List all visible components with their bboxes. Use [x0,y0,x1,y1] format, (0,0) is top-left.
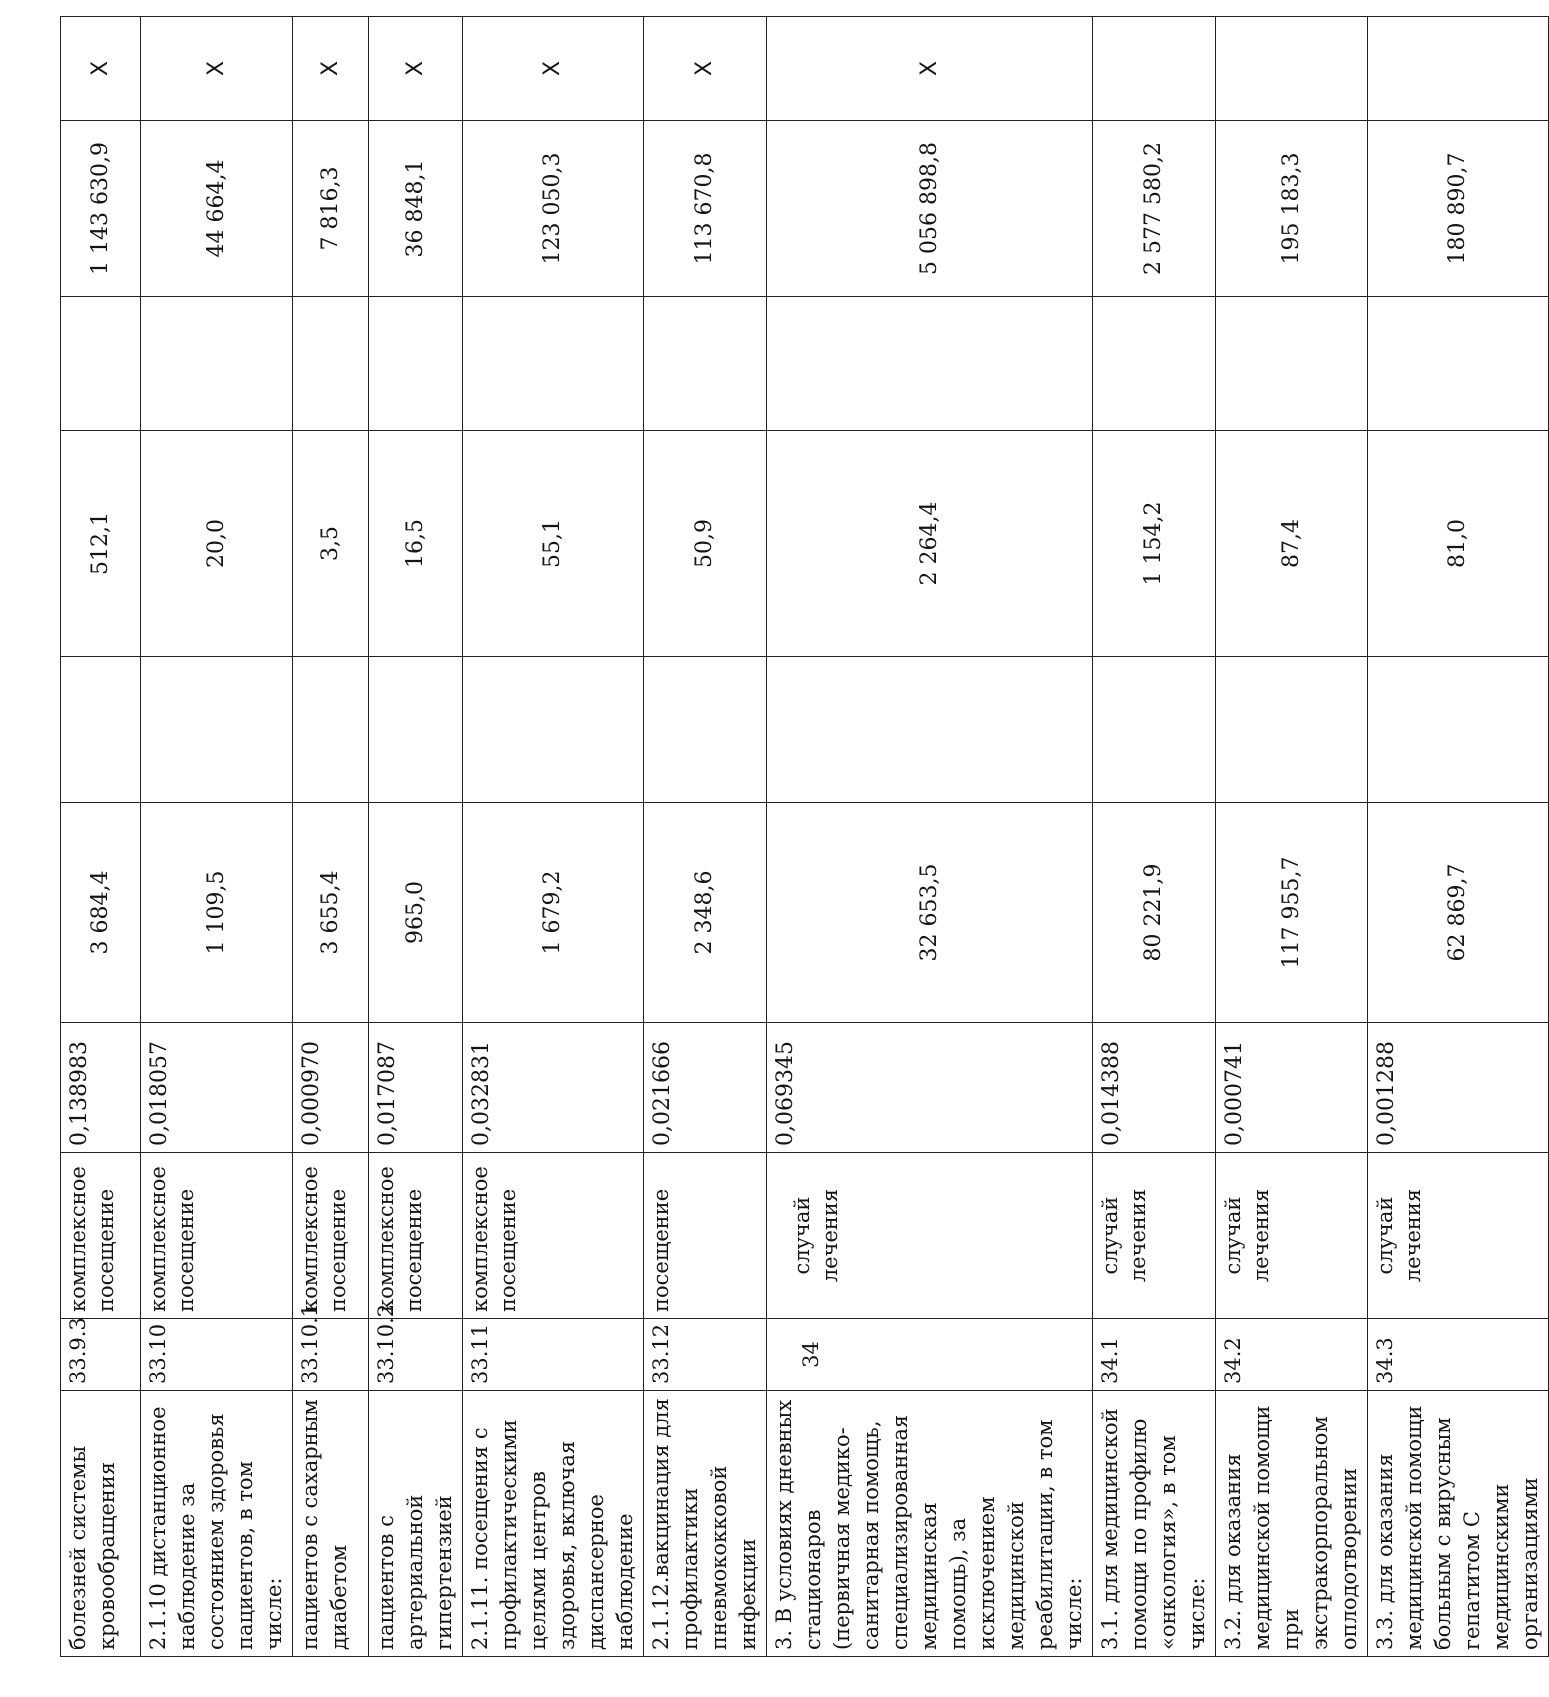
row-norm: 0,001288 [1368,1023,1549,1153]
row-name: 2.1.10 дистанционное наблюдение за состоянием здоровья пациентов, в том числе: [141,1391,293,1657]
row-cost: 1 109,5 [141,803,293,1023]
row-empty-2 [369,297,463,431]
row-sum: 180 890,7 [1368,121,1549,297]
unit-text: случай лечения [1221,1188,1273,1283]
row-per-capita: 55,1 [463,431,644,657]
row-empty-2 [141,297,293,431]
row-unit [293,1153,369,1319]
row-empty-1 [1216,657,1368,803]
table-row [644,17,767,1657]
row-norm: 0,138983 [61,1023,141,1153]
row-empty-2 [293,297,369,431]
row-code: 33.10.1 [293,1319,369,1391]
row-unit [369,1153,463,1319]
row-empty-1 [1093,657,1216,803]
row-x-mark: X [141,17,293,121]
unit-text: комплексное посещение [468,1166,520,1312]
row-x-mark: X [767,17,1093,121]
row-name: 2.1.12.вакцинация для профилактики пневмококковой инфекции [644,1391,767,1657]
financing-table [60,16,1549,1657]
row-x-mark [1368,17,1549,121]
row-sum: 195 183,3 [1216,121,1368,297]
table-row [767,17,1093,1657]
row-cost: 62 869,7 [1368,803,1549,1023]
row-per-capita: 1 154,2 [1093,431,1216,657]
row-unit [767,1153,1093,1319]
row-x-mark [1093,17,1216,121]
row-code: 33.10 [141,1319,293,1391]
row-unit [1368,1153,1549,1319]
row-sum: 2 577 580,2 [1093,121,1216,297]
row-norm: 0,032831 [463,1023,644,1153]
unit-text: комплексное посещение [146,1166,198,1312]
row-x-mark: X [644,17,767,121]
row-cost: 117 955,7 [1216,803,1368,1023]
row-norm: 0,000970 [293,1023,369,1153]
table-row [61,17,141,1657]
row-unit [1093,1153,1216,1319]
row-per-capita: 81,0 [1368,431,1549,657]
row-unit [1216,1153,1368,1319]
row-sum: 113 670,8 [644,121,767,297]
row-empty-1 [141,657,293,803]
row-per-capita: 512,1 [61,431,141,657]
row-name: 3.2. для оказания медицинской помощи при экстракорпоральном оплодотворении [1216,1391,1368,1657]
row-code: 33.9.3 [61,1319,141,1391]
row-empty-2 [1093,297,1216,431]
table-row [1368,17,1549,1657]
row-code: 34.1 [1093,1319,1216,1391]
row-code: 33.11 [463,1319,644,1391]
row-x-mark: X [463,17,644,121]
row-empty-2 [463,297,644,431]
row-name: пациентов с артериальной гипертензией [369,1391,463,1657]
row-code: 33.10.2 [369,1319,463,1391]
row-empty-2 [644,297,767,431]
row-unit [463,1153,644,1319]
row-empty-2 [767,297,1093,431]
unit-text: случай лечения [790,1188,842,1283]
unit-text: случай лечения [1098,1188,1150,1283]
row-name: 3.3. для оказания медицинской помощи больным с вирусным гепатитом С медицинскими организациями [1368,1391,1549,1657]
row-code: 33.12 [644,1319,767,1391]
row-x-mark: X [61,17,141,121]
row-cost: 3 655,4 [293,803,369,1023]
row-empty-1 [369,657,463,803]
unit-text: посещение [649,1188,673,1312]
table-row [293,17,369,1657]
row-empty-1 [463,657,644,803]
row-code: 34 [767,1319,1093,1391]
row-x-mark: X [369,17,463,121]
row-name: 2.1.11. посещения с профилактическими целями центров здоровья, включая диспансерное наблюдение [463,1391,644,1657]
row-cost: 32 653,5 [767,803,1093,1023]
table-row [463,17,644,1657]
row-norm: 0,069345 [767,1023,1093,1153]
row-sum: 36 848,1 [369,121,463,297]
row-empty-1 [61,657,141,803]
row-empty-2 [1368,297,1549,431]
row-norm: 0,017087 [369,1023,463,1153]
row-cost: 3 684,4 [61,803,141,1023]
table-row [369,17,463,1657]
row-x-mark: X [293,17,369,121]
row-cost: 1 679,2 [463,803,644,1023]
row-per-capita: 50,9 [644,431,767,657]
row-per-capita: 2 264,4 [767,431,1093,657]
unit-text: случай лечения [1373,1188,1425,1283]
row-empty-1 [1368,657,1549,803]
row-empty-1 [293,657,369,803]
row-sum: 5 056 898,8 [767,121,1093,297]
row-sum: 1 143 630,9 [61,121,141,297]
table-row [141,17,293,1657]
row-empty-1 [644,657,767,803]
row-norm: 0,018057 [141,1023,293,1153]
unit-text: комплексное посещение [66,1166,118,1312]
row-unit [141,1153,293,1319]
row-empty-2 [61,297,141,431]
row-name: пациентов с сахарным диабетом [293,1391,369,1657]
row-code: 34.3 [1368,1319,1549,1391]
row-per-capita: 16,5 [369,431,463,657]
row-cost: 80 221,9 [1093,803,1216,1023]
row-x-mark [1216,17,1368,121]
row-name: 3. В условиях дневных стационаров (первичная медико-санитарная помощь, специализированная медицинская помощь), за исключением медицинской реабилитации, в том числе: [767,1391,1093,1657]
row-name: 3.1. для медицинской помощи по профилю «онкология», в том числе: [1093,1391,1216,1657]
row-empty-1 [767,657,1093,803]
row-unit [61,1153,141,1319]
row-norm: 0,014388 [1093,1023,1216,1153]
unit-text: комплексное посещение [374,1166,426,1312]
row-cost: 2 348,6 [644,803,767,1023]
row-per-capita: 20,0 [141,431,293,657]
row-norm: 0,021666 [644,1023,767,1153]
row-unit [644,1153,767,1319]
row-empty-2 [1216,297,1368,431]
row-name: болезней системы кровообращения [61,1391,141,1657]
table-row [1093,17,1216,1657]
row-per-capita: 3,5 [293,431,369,657]
row-code: 34.2 [1216,1319,1368,1391]
unit-text: комплексное посещение [298,1166,350,1312]
row-cost: 965,0 [369,803,463,1023]
row-sum: 123 050,3 [463,121,644,297]
row-per-capita: 87,4 [1216,431,1368,657]
row-sum: 7 816,3 [293,121,369,297]
table-row [1216,17,1368,1657]
row-sum: 44 664,4 [141,121,293,297]
row-norm: 0,000741 [1216,1023,1368,1153]
